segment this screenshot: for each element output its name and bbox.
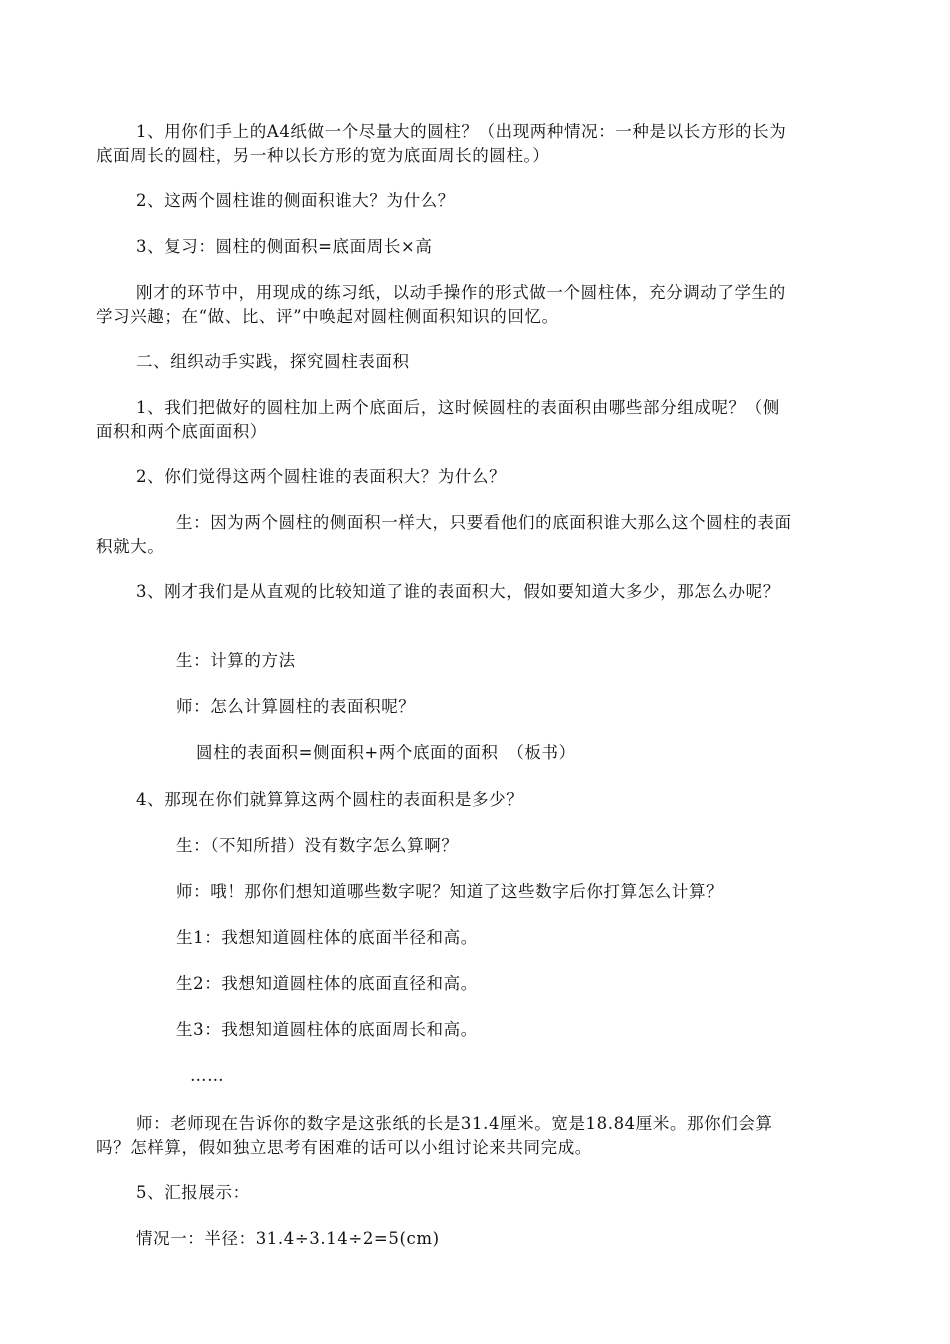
paragraph-student2: 生2：我想知道圆柱体的底面直径和高。: [176, 974, 478, 993]
ellipsis: ……: [190, 1066, 225, 1085]
paragraph-teacher-numbers: 师：哦！那你们想知道哪些数字呢？知道了这些数字后你打算怎么计算？: [176, 882, 724, 901]
paragraph-teacher-values: 师：老师现在告诉你的数字是这张纸的长是31.4厘米。宽是18.84厘米。那你们会算吗？怎样算，假如独立思考有困难的话可以小组讨论来共同完成。: [96, 1114, 773, 1157]
section-heading-surface-area: 二、组织动手实践，探究圆柱表面积: [136, 352, 410, 371]
paragraph-how-much-larger: 3、刚才我们是从直观的比较知道了谁的表面积大，假如要知道大多少，那怎么办呢？: [136, 582, 780, 601]
formula-surface-area: 圆柱的表面积=侧面积+两个底面的面积 （板书）: [196, 743, 576, 762]
paragraph-student1: 生1：我想知道圆柱体的底面半径和高。: [176, 928, 478, 947]
paragraph-report: 5、汇报展示：: [136, 1183, 250, 1202]
paragraph-reflection: 刚才的环节中，用现成的练习纸，以动手操作的形式做一个圆柱体，充分调动了学生的学习兴趣；在“做、比、评”中唤起对圆柱侧面积知识的回忆。: [96, 283, 786, 326]
paragraph-teacher-ask: 师：怎么计算圆柱的表面积呢？: [176, 697, 416, 716]
paragraph-student-confused: 生：（不知所措）没有数字怎么算啊？: [176, 836, 459, 855]
paragraph-make-cylinder: 1、用你们手上的A4纸做一个尽量大的圆柱？（出现两种情况：一种是以长方形的长为底面周长的圆柱，另一种以长方形的宽为底面周长的圆柱。）: [96, 122, 787, 165]
paragraph-calculate-now: 4、那现在你们就算算这两个圆柱的表面积是多少？: [136, 790, 524, 809]
paragraph-lateral-area-question: 2、这两个圆柱谁的侧面积谁大？为什么？: [136, 191, 455, 210]
paragraph-review-formula: 3、复习：圆柱的侧面积=底面周长×高: [136, 237, 433, 256]
paragraph-student3: 生3：我想知道圆柱体的底面周长和高。: [176, 1020, 478, 1039]
paragraph-which-larger: 2、你们觉得这两个圆柱谁的表面积大？为什么？: [136, 467, 507, 486]
paragraph-student-compute: 生：计算的方法: [176, 651, 296, 670]
paragraph-student-answer: 生：因为两个圆柱的侧面积一样大，只要看他们的底面积谁大那么这个圆柱的表面积就大。: [96, 513, 792, 556]
paragraph-surface-components: 1、我们把做好的圆柱加上两个底面后，这时候圆柱的表面积由哪些部分组成呢？（侧面积和两个底面面积）: [96, 398, 780, 441]
paragraph-case-one: 情况一：半径：31.4÷3.14÷2=5(cm): [136, 1229, 440, 1248]
